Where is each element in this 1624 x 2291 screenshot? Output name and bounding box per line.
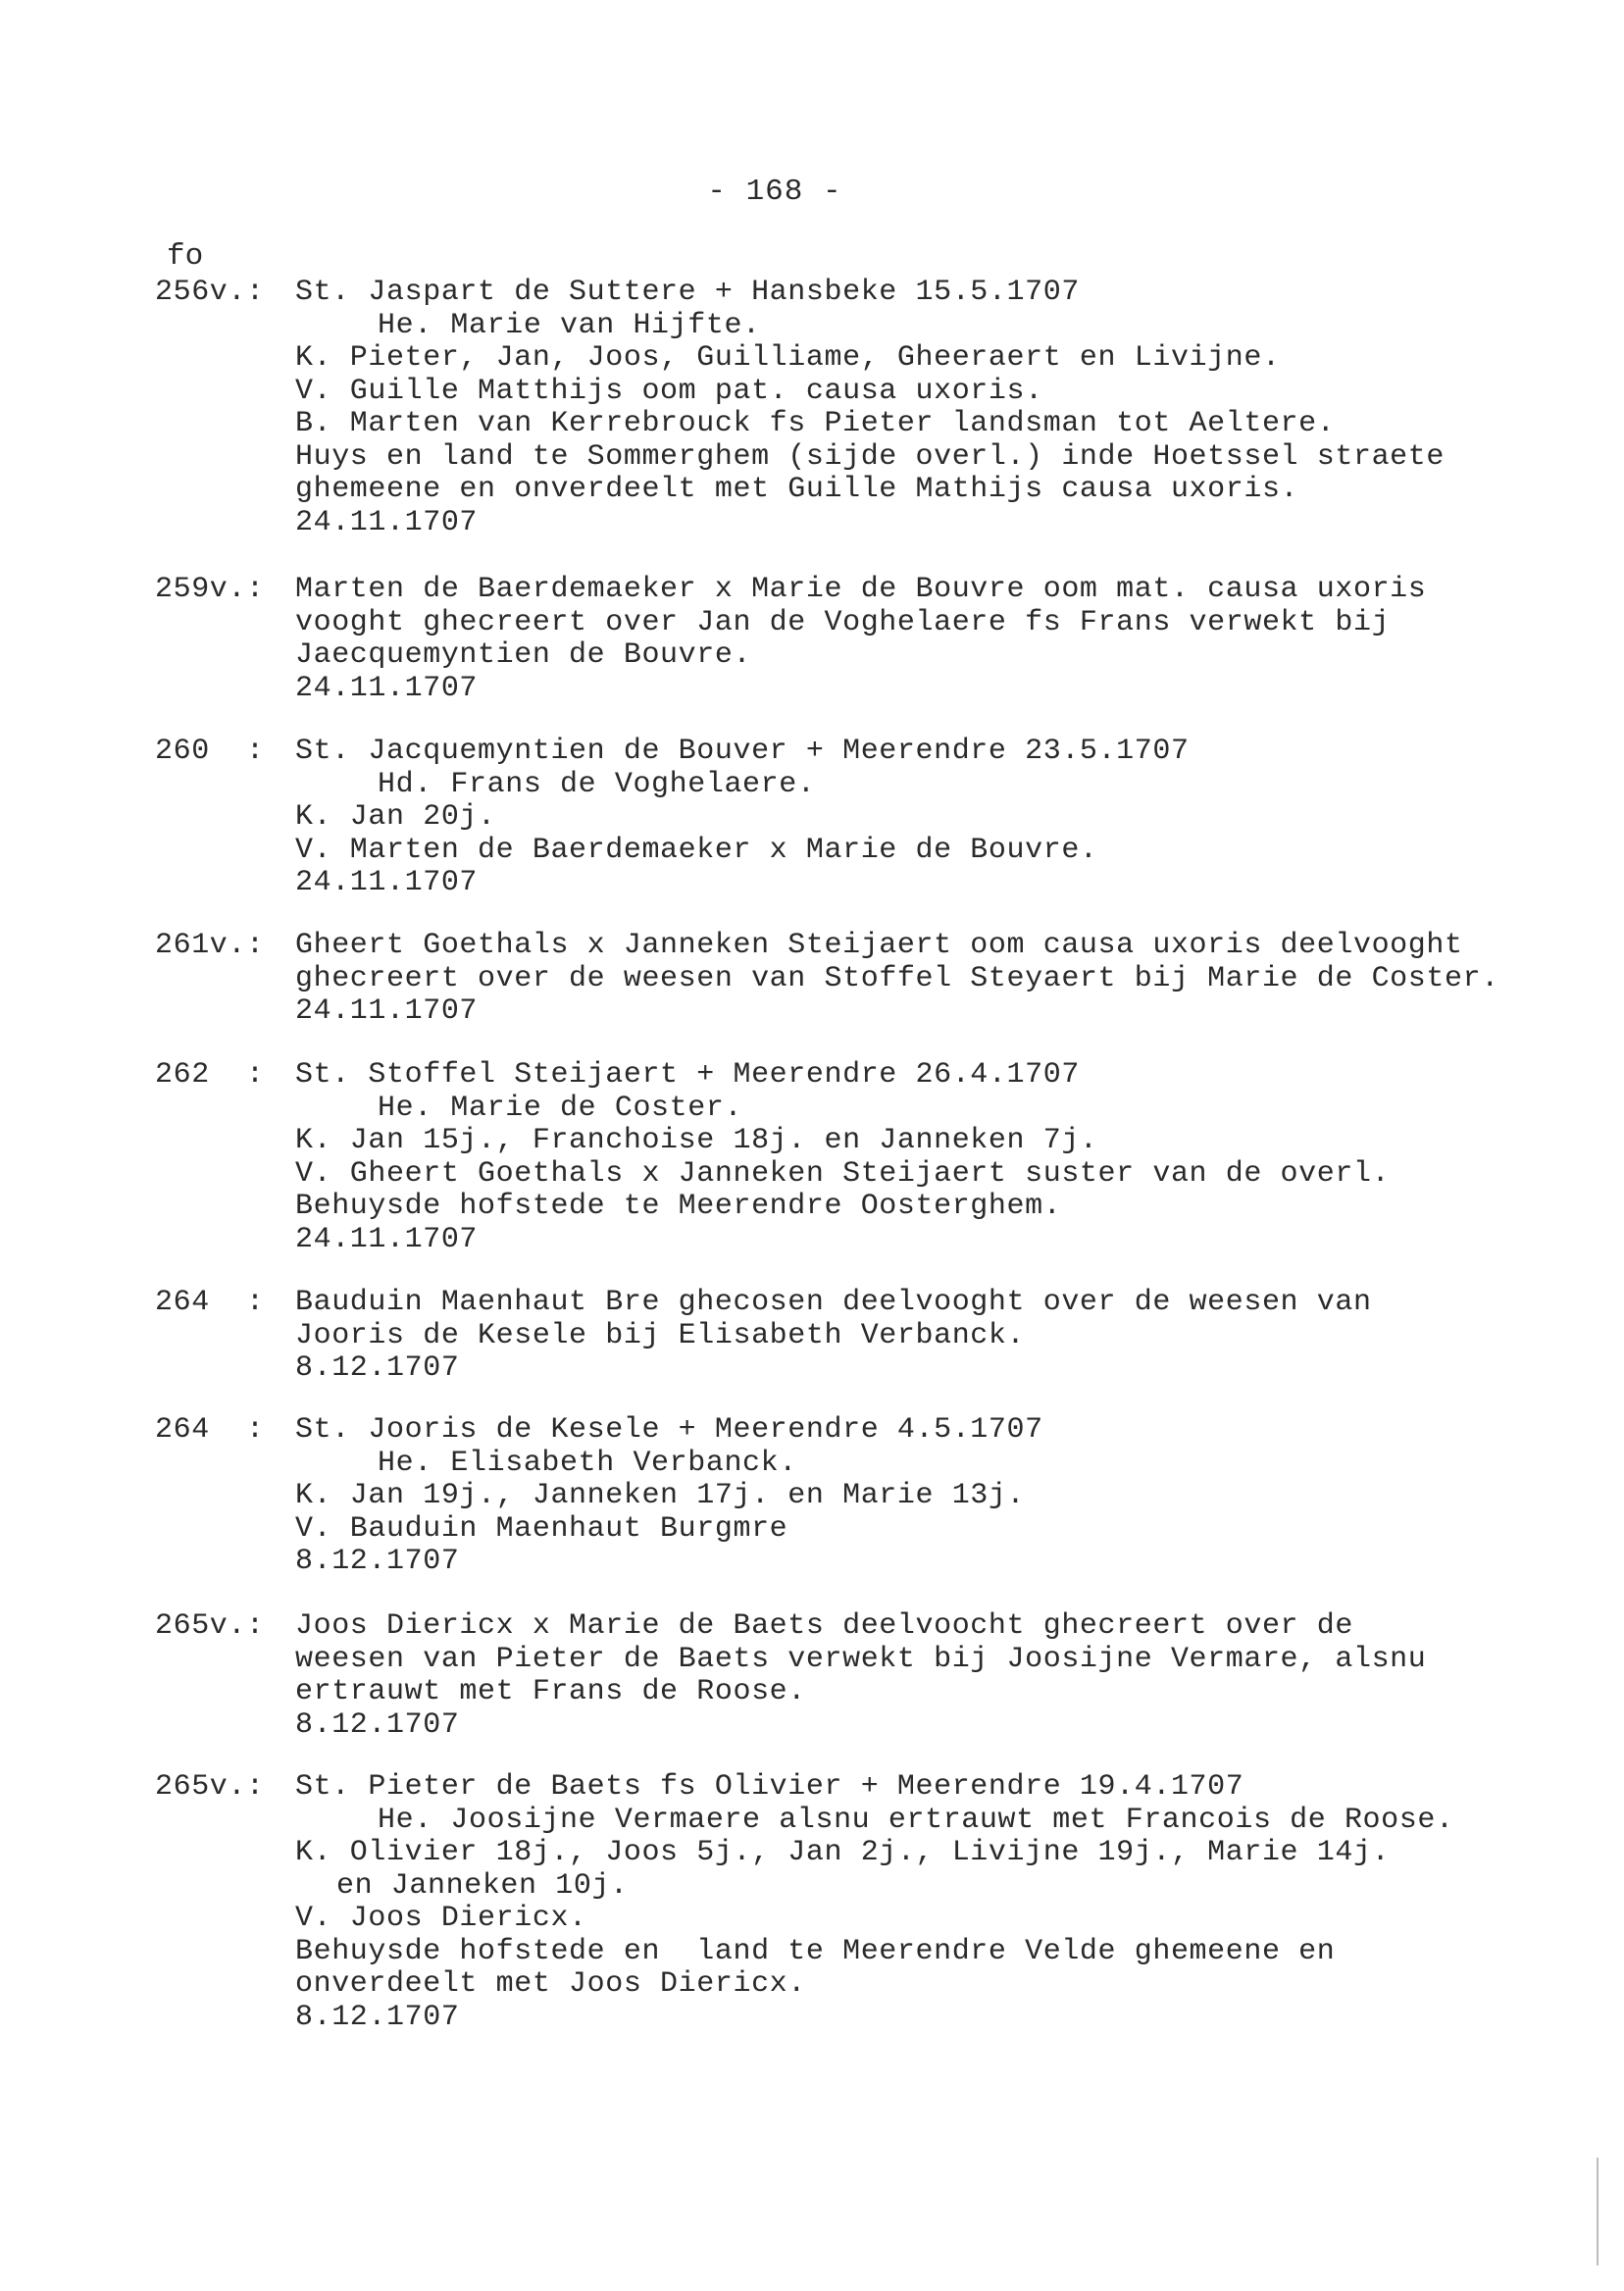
entry-text	[295, 1287, 1372, 1386]
entry-line: Marten de Baerdemaeker x Marie de Bouvre oom mat. causa uxoris	[295, 573, 1427, 606]
entry-line: St. Stoffel Steijaert + Meerendre 26.4.1707	[295, 1058, 1080, 1092]
entry-line: V. Joos Diericx.	[295, 1902, 587, 1935]
entry-text	[295, 1610, 1426, 1742]
entry-line: K. Jan 20j.	[295, 800, 496, 834]
entry-line: He. Elisabeth Verbanck.	[378, 1446, 797, 1480]
entry-line: V. Guille Matthijs oom pat. causa uxoris.	[295, 374, 1043, 408]
entry-line: K. Jan 19j., Janneken 17j. en Marie 13j.	[295, 1479, 1026, 1512]
entry-text	[295, 1059, 1390, 1256]
entry-line: weesen van Pieter de Baets verwekt bij Joosijne Vermare, alsnu	[295, 1642, 1427, 1676]
folio-number: 262 :	[155, 1058, 265, 1092]
folio-number: 264 :	[155, 1286, 265, 1319]
entry-line: Jooris de Kesele bij Elisabeth Verbanck.	[295, 1318, 1026, 1352]
folio-label: fo	[167, 239, 204, 274]
entry-line: ertrauwt met Frans de Roose.	[295, 1675, 806, 1708]
entry-text	[295, 1771, 1454, 2034]
folio-number: 264 :	[155, 1413, 265, 1447]
entry-line: K. Pieter, Jan, Joos, Guilliame, Gheeraert en Livijne.	[295, 341, 1281, 375]
entry-line: 24.11.1707	[295, 671, 479, 705]
entry-line: K. Olivier 18j., Joos 5j., Jan 2j., Livijne 19j., Marie 14j.	[295, 1836, 1391, 1869]
entry-line: He. Marie van Hijfte.	[378, 308, 761, 342]
folio-number: 261v.:	[155, 929, 265, 962]
entry-line: He. Joosijne Vermaere alsnu ertrauwt met Francois de Roose.	[378, 1803, 1454, 1837]
entry-line: Gheert Goethals x Janneken Steijaert oom causa uxoris deelvooght	[295, 929, 1463, 962]
entry-line: 8.12.1707	[295, 1545, 460, 1578]
entry-line: St. Jaspart de Suttere + Hansbeke 15.5.1707	[295, 276, 1080, 309]
entry-line: 24.11.1707	[295, 994, 479, 1028]
entry-line: 24.11.1707	[295, 866, 479, 899]
entry-line: Hd. Frans de Voghelaere.	[378, 767, 816, 801]
entry-line: He. Marie de Coster.	[378, 1091, 743, 1125]
folio-number: 256v.:	[155, 276, 265, 309]
entry-line: V. Bauduin Maenhaut Burgmre	[295, 1511, 788, 1546]
folio-number: 265v.:	[155, 1609, 265, 1643]
margin-mark	[1597, 2158, 1599, 2266]
entry-line: V. Gheert Goethals x Janneken Steijaert suster van de overl.	[295, 1156, 1391, 1191]
folio-number: 259v.:	[155, 573, 265, 606]
entry-line: 8.12.1707	[295, 2000, 460, 2034]
entry-text	[295, 1414, 1043, 1579]
entry-line: V. Marten de Baerdemaeker x Marie de Bouvre.	[295, 833, 1098, 867]
entry-line: vooght ghecreert over Jan de Voghelaere fs Frans verwekt bij	[295, 605, 1391, 639]
entry-line: onverdeelt met Joos Diericx.	[295, 1967, 806, 2001]
entry-line: Behuysde hofstede te Meerendre Oosterghem.	[295, 1190, 1062, 1223]
entry-line: ghemeene en onverdeelt met Guille Mathijs causa uxoris.	[295, 473, 1299, 506]
entry-line: K. Jan 15j., Franchoise 18j. en Janneken 7j.	[295, 1124, 1098, 1157]
entry-line: St. Jacquemyntien de Bouver + Meerendre 23.5.1707	[295, 735, 1190, 768]
entry-text	[295, 574, 1426, 705]
entry-line: Joos Diericx x Marie de Baets deelvoocht ghecreert over de	[295, 1609, 1353, 1643]
entry-text	[295, 277, 1445, 539]
entry-line: ghecreert over de weesen van Stoffel Steyaert bij Marie de Coster.	[295, 961, 1499, 995]
entry-text	[295, 930, 1499, 1029]
entry-line: 8.12.1707	[295, 1351, 460, 1385]
entry-line: Huys en land te Sommerghem (sijde overl.) inde Hoetssel straete	[295, 439, 1445, 474]
entry-line: 8.12.1707	[295, 1707, 460, 1742]
page-number: - 168 -	[707, 175, 842, 209]
entry-text	[295, 736, 1190, 900]
entry-line: B. Marten van Kerrebrouck fs Pieter landsman tot Aeltere.	[295, 407, 1336, 440]
entry-line: 24.11.1707	[295, 1222, 479, 1256]
entry-line: Behuysde hofstede en land te Meerendre Velde ghemeene en	[295, 1934, 1336, 1968]
folio-number: 265v.:	[155, 1770, 265, 1804]
entry-line: St. Jooris de Kesele + Meerendre 4.5.1707	[295, 1413, 1043, 1447]
entry-line: St. Pieter de Baets fs Olivier + Meerendre 19.4.1707	[295, 1770, 1244, 1804]
entry-line: Bauduin Maenhaut Bre ghecosen deelvooght over de weesen van	[295, 1286, 1372, 1319]
entry-line: Jaecquemyntien de Bouvre.	[295, 638, 752, 672]
entry-line: en Janneken 10j.	[336, 1868, 629, 1903]
entry-line: 24.11.1707	[295, 505, 479, 539]
folio-number: 260 :	[155, 735, 265, 768]
